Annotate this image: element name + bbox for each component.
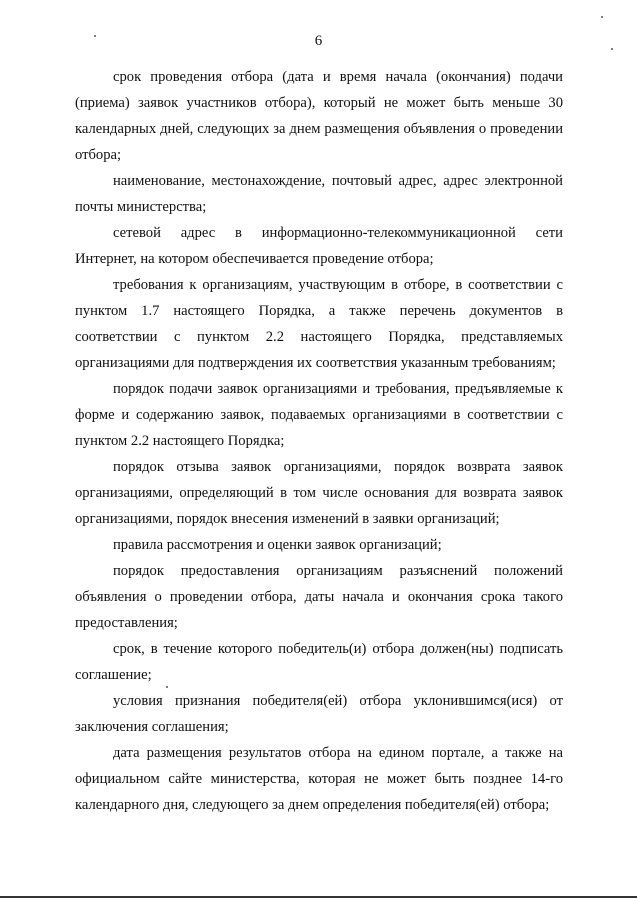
scan-speck — [166, 686, 168, 688]
document-body — [75, 64, 563, 818]
paragraph-signing-deadline: срок, в течение которого победитель(и) отбора должен(ны) подписать соглашение; — [75, 641, 563, 683]
page-number: 6 — [314, 33, 323, 49]
scan-speck — [94, 35, 96, 37]
paragraph-evaluation-rules: правила рассмотрения и оценки заявок организаций; — [113, 537, 442, 553]
scan-speck — [601, 16, 603, 18]
paragraph-submission-period: срок проведения отбора (дата и время начала (окончания) подачи (приема) заявок участников отбора), который не может быть меньше 30 календарных дней, следующих за днем размещения объявления о проведении отбора; — [75, 69, 563, 163]
paragraph-results-publication: дата размещения результатов отбора на едином портале, а также на официальном сайте министерства, которая не может быть позднее 14-го календарного дня, следующего за днем определения победителя(ей) отбора; — [75, 745, 563, 813]
paragraph-evasion-conditions: условия признания победителя(ей) отбора уклонившимся(ися) от заключения соглашения; — [75, 693, 563, 735]
paragraph-withdrawal-procedure: порядок отзыва заявок организациями, порядок возврата заявок организациями, определяющий в том числе основания для возврата заявок организациями, порядок внесения изменений в заявки организаций; — [75, 459, 563, 527]
paragraph-requirements: требования к организациям, участвующим в отборе, в соответствии с пунктом 1.7 настоящего Порядка, а также перечень документов в соответствии с пунктом 2.2 настоящего Порядка, представляемых организациями для подтверждения их соответствия указанным требованиям; — [75, 277, 563, 371]
paragraph-ministry-address: наименование, местонахождение, почтовый адрес, адрес электронной почты министерства; — [75, 173, 563, 215]
paragraph-application-procedure: порядок подачи заявок организациями и требования, предъявляемые к форме и содержанию заявок, подаваемых организациями в соответствии с пунктом 2.2 настоящего Порядка; — [75, 381, 563, 449]
paragraph-network-address: сетевой адрес в информационно-телекоммуникационной сети Интернет, на котором обеспечивается проведение отбора; — [75, 225, 563, 267]
scan-edge-line — [0, 896, 637, 898]
scan-speck — [611, 48, 613, 50]
paragraph-clarifications: порядок предоставления организациям разъяснений положений объявления о проведении отбора, даты начала и окончания срока такого предоставления; — [75, 563, 563, 631]
